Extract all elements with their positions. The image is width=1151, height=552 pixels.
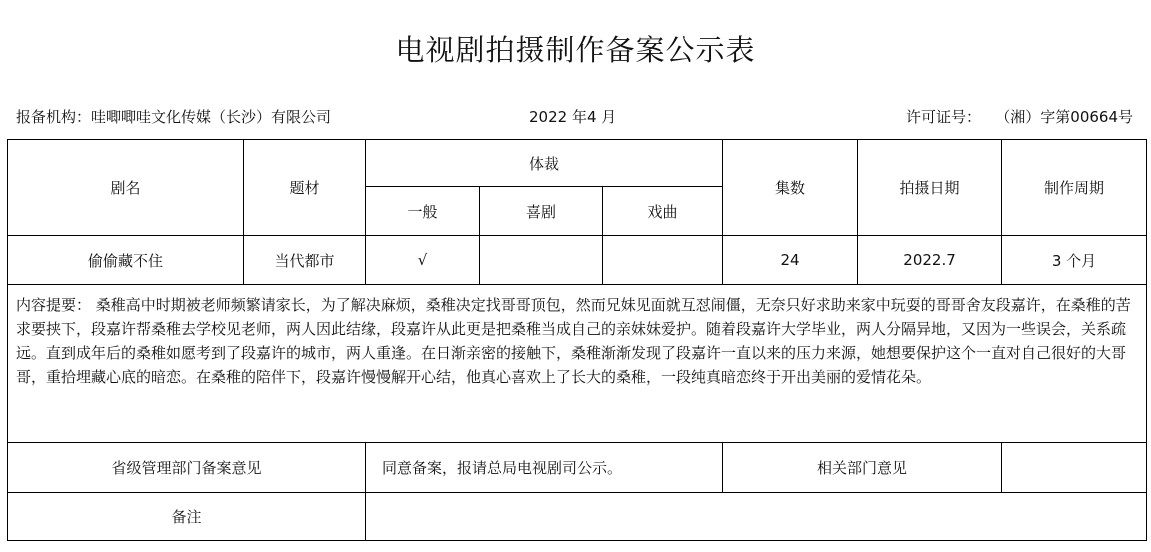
record-table [7, 139, 1147, 541]
filing-date: 2022 年4 月 [529, 108, 617, 126]
header-comedy: 喜剧 [480, 187, 603, 236]
table-row [8, 236, 1147, 285]
cell-subject: 当代都市 [244, 236, 366, 285]
header-period: 制作周期 [1002, 140, 1147, 236]
header-name: 剧名 [8, 140, 244, 236]
remark-value [366, 493, 1147, 541]
cell-episodes: 24 [723, 236, 858, 285]
cell-shoot-date: 2022.7 [858, 236, 1002, 285]
cell-comedy [480, 236, 603, 285]
provincial-opinion-value: 同意备案，报请总局电视剧司公示。 [366, 443, 723, 493]
related-opinion-value [1002, 443, 1147, 493]
header-general: 一般 [366, 187, 480, 236]
related-opinion-label: 相关部门意见 [723, 443, 1002, 493]
cell-name: 偷偷藏不住 [8, 236, 244, 285]
provincial-opinion-label: 省级管理部门备案意见 [8, 443, 366, 493]
meta-row [0, 106, 1151, 130]
content-summary: 内容提要： 桑稚高中时期被老师频繁请家长，为了解决麻烦，桑稚决定找哥哥顶包，然而兄妹见面就互怼闹僵，无奈只好求助来家中玩耍的哥哥舍友段嘉许，在桑稚的苦求要挟下，段嘉许帮桑稚去学校见老师，两人因此结缘，段嘉许从此更是把桑稚当成自己的亲妹妹爱护。随着段嘉许大学毕业，两人分隔异地，又因为一些误会，关系疏远。直到成年后的桑稚如愿考到了段嘉许的城市，两人重逢。在日渐亲密的接触下，桑稚渐渐发现了段嘉许一直以来的压力来源，她想要保护这个一直对自己很好的大哥哥，重拾埋藏心底的暗恋。在桑稚的陪伴下，段嘉许慢慢解开心结，他真心喜欢上了长大的桑稚，一段纯真暗恋终于开出美丽的爱情花朵。 [8, 285, 1147, 443]
header-shoot-date: 拍摄日期 [858, 140, 1002, 236]
header-episodes: 集数 [723, 140, 858, 236]
filing-organization: 报备机构：哇唧唧哇文化传媒（长沙）有限公司 [16, 108, 332, 126]
cell-general: √ [366, 236, 480, 285]
header-genre: 体裁 [366, 140, 723, 187]
remark-label: 备注 [8, 493, 366, 541]
header-subject: 题材 [244, 140, 366, 236]
cell-period: 3 个月 [1002, 236, 1147, 285]
header-opera: 戏曲 [603, 187, 723, 236]
license-number: 许可证号： （湘）字第00664号 [906, 108, 1134, 126]
cell-opera [603, 236, 723, 285]
document-title: 电视剧拍摄制作备案公示表 [395, 33, 756, 67]
